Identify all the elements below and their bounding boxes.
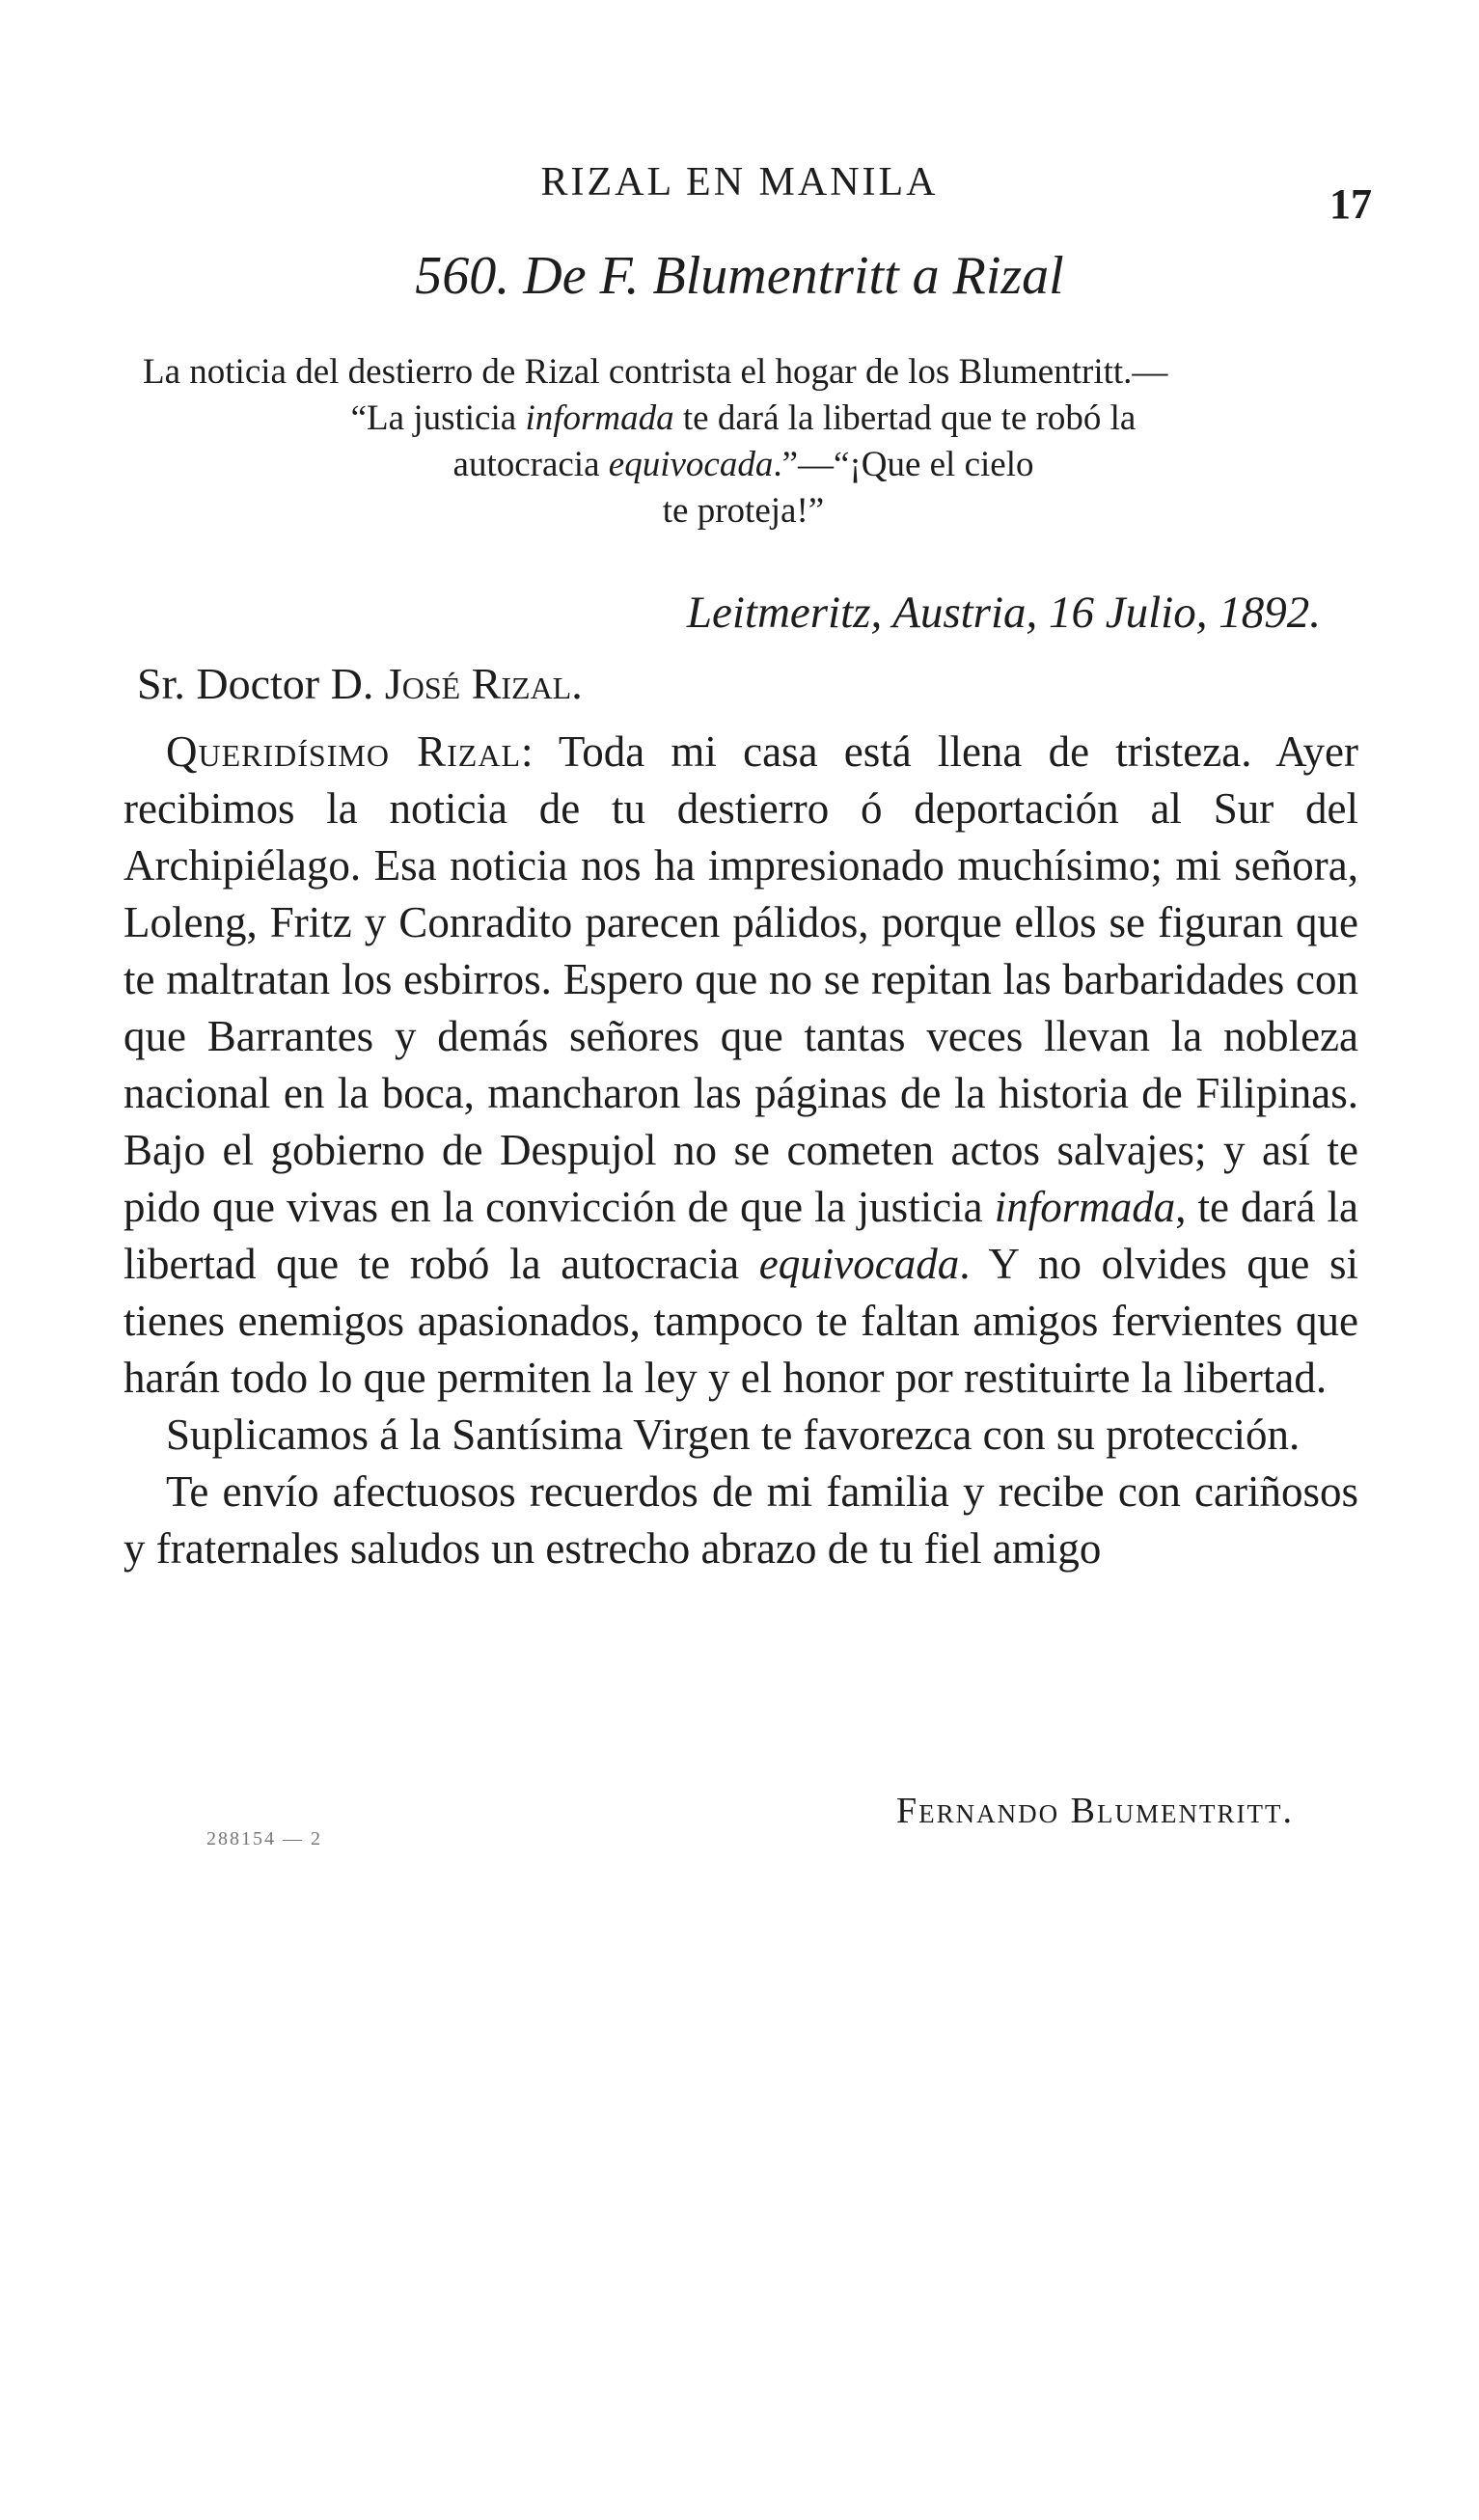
lead-in: Queridísimo Rizal	[166, 727, 522, 776]
dateline: Leitmeritz, Austria, 16 Julio, 1892.	[686, 588, 1321, 638]
emphasis: informada	[994, 1183, 1176, 1231]
paragraph	[123, 724, 1358, 1407]
summary-text: .”—“¡Que el cielo	[773, 445, 1034, 484]
summary-text: “La justicia	[350, 398, 526, 438]
paragraph: Te envío afectuosos recuerdos de mi familia y recibe con cariñosos y fraternales saludos un estrecho abrazo de tu fiel amigo	[123, 1467, 1358, 1573]
emphasis: equivocada	[758, 1240, 960, 1288]
paragraph-text: : Toda mi casa está llena de tristeza. Ayer recibimos la noticia de tu destierro ó deportación al Sur del Archipiélago. Esa noticia nos ha impresionado muchísimo; mi señora, Loleng, Fritz y Conradito parecen pálidos, porque ellos se figuran que te maltratan los esbirros. Espero que no se repitan las barbaridades con que Barrantes y demás señores que tantas veces llevan la nobleza nacional en la boca, mancharon las páginas de la historia de Filipinas. Bajo el gobierno de Despujol no se cometen actos salvajes; y así te pido que vivas en la convicción de que la justicia	[123, 727, 1358, 1231]
summary-emphasis: equivocada	[608, 445, 774, 484]
paragraph-text: , te dará la libertad que te robó la autocracia	[123, 1183, 1358, 1288]
summary-line	[143, 442, 1344, 488]
summary-emphasis: informada	[525, 398, 674, 438]
summary-text: te dará la libertad que te robó la	[673, 398, 1137, 438]
paragraph: Suplicamos á la Santísima Virgen te favorezca con su protección.	[166, 1411, 1301, 1459]
letter-summary	[143, 349, 1344, 534]
summary-line: La noticia del destierro de Rizal contrista el hogar de los Blumentritt.—	[143, 352, 1168, 392]
letter-title: 560. De F. Blumentritt a Rizal	[415, 246, 1064, 306]
salutation-text: Sr. Doctor D.	[137, 659, 385, 708]
print-code: 288154 — 2	[206, 1828, 322, 1849]
salutation-punct: .	[571, 659, 583, 708]
summary-text: autocracia	[452, 445, 609, 484]
letter-body	[123, 724, 1358, 1577]
running-head: RIZAL EN MANILA	[540, 160, 939, 205]
signature: Fernando Blumentritt.	[896, 1791, 1294, 1831]
summary-line: te proteja!”	[662, 491, 825, 531]
salutation-name: José Rizal	[384, 659, 572, 708]
paragraph-text: . Y no olvides que si tienes enemigos apasionados, tampoco te faltan amigos fervientes que harán todo lo que permiten la ley y el honor por restituirte la libertad.	[123, 1240, 1358, 1402]
salutation	[137, 659, 583, 708]
page-number: 17	[1329, 180, 1372, 228]
summary-line	[143, 396, 1344, 442]
